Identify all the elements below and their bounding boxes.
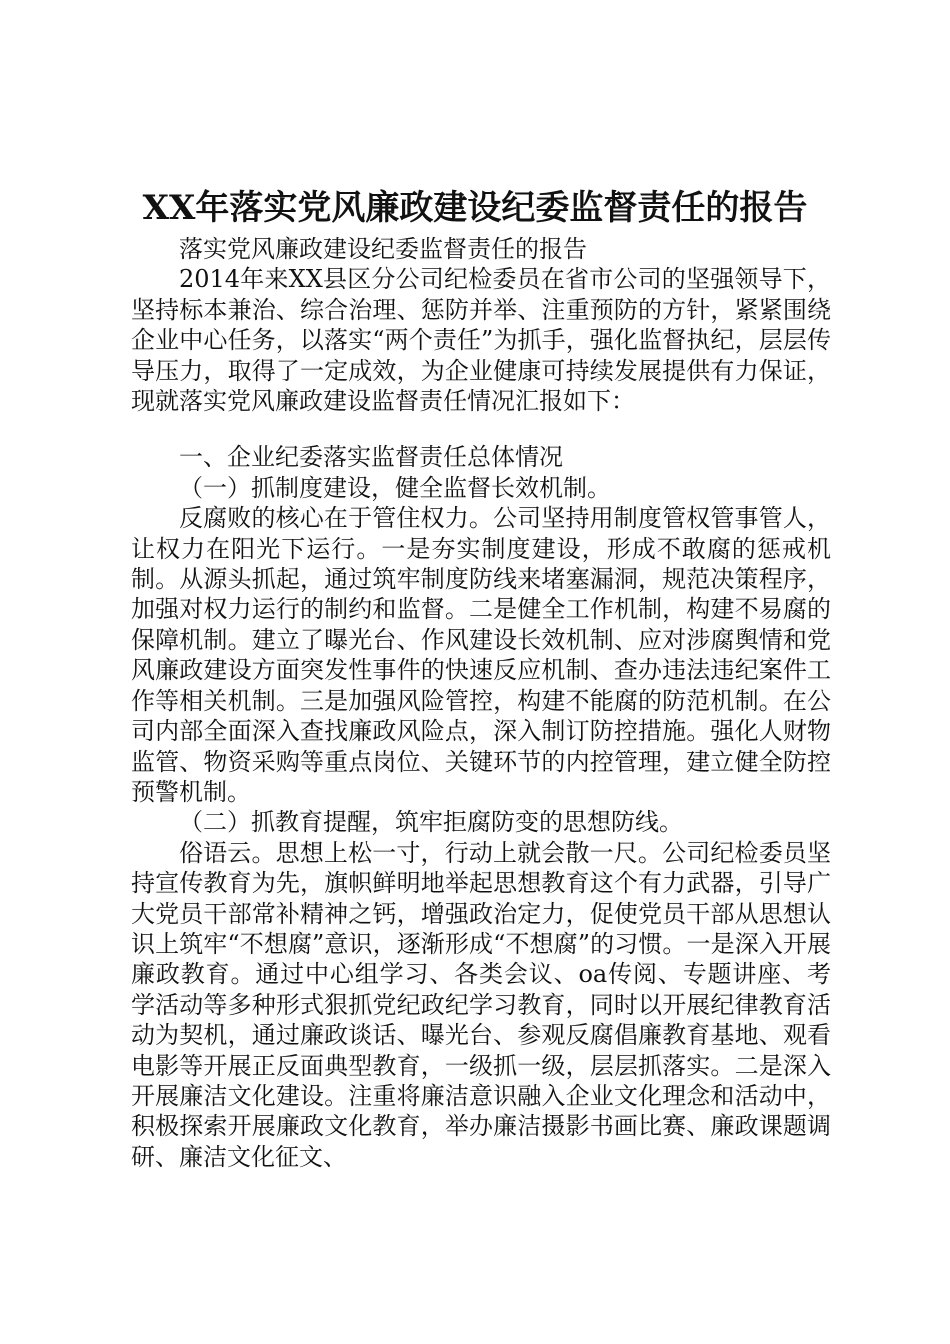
document-title: XX年落实党风廉政建设纪委监督责任的报告 xyxy=(142,188,808,228)
paragraph-subtitle: 落实党风廉政建设纪委监督责任的报告 xyxy=(179,235,587,263)
paragraph-system-building: 反腐败的核心在于管住权力。公司坚持用制度管权管事管人，让权力在阳光下运行。一是夯实制度建设，形成不敢腐的惩戒机制。从源头抓起，通过筑牢制度防线来堵塞漏洞，规范决策程序，加强对权力运行的制约和监督。二是健全工作机制，构建不易腐的保障机制。建立了曝光台、作风建设长效机制、应对涉腐舆情和党风廉政建设方面突发性事件的快速反应机制、查办违法违纪案件工作等相关机制。三是加强风险管控，构建不能腐的防范机制。在公司内部全面深入查找廉政风险点，深入制订防控措施。强化人财物监管、物资采购等重点岗位、关键环节的内控管理，建立健全防控预警机制。 xyxy=(131,504,831,806)
subsection-heading-1: （一）抓制度建设，健全监督长效机制。 xyxy=(179,473,611,502)
document-body xyxy=(131,234,831,1172)
paragraph-education: 俗语云。思想上松一寸，行动上就会散一尺。公司纪检委员坚持宣传教育为先，旗帜鲜明地举起思想教育这个有力武器，引导广大党员干部常补精神之钙，增强政治定力，促使党员干部从思想认识上筑牢“不想腐”意识，逐渐形成“不想腐”的习惯。一是深入开展廉政教育。通过中心组学习、各类会议、oa传阅、专题讲座、考学活动等多种形式狠抓党纪政纪学习教育，同时以开展纪律教育活动为契机，通过廉政谈话、曝光台、参观反腐倡廉教育基地、观看电影等开展正反面典型教育，一级抓一级，层层抓落实。二是深入开展廉洁文化建设。注重将廉洁意识融入企业文化理念和活动中，积极探索开展廉政文化教育，举办廉洁摄影书画比赛、廉政课题调研、廉洁文化征文、 xyxy=(131,838,831,1171)
paragraph-spacer xyxy=(131,416,831,442)
paragraph-intro: 2014年来XX县区分公司纪检委员在省市公司的坚强领导下，坚持标本兼治、综合治理、惩防并举、注重预防的方针，紧紧围绕企业中心任务，以落实“两个责任”为抓手，强化监督执纪，层层传导压力，取得了一定成效，为企业健康可持续发展提供有力保证，现就落实党风廉政建设监督责任情况汇报如下： xyxy=(131,265,831,416)
section-heading-1: 一、企业纪委落实监督责任总体情况 xyxy=(179,443,563,472)
subsection-heading-2: （二）抓教育提醒，筑牢拒腐防变的思想防线。 xyxy=(179,808,683,837)
